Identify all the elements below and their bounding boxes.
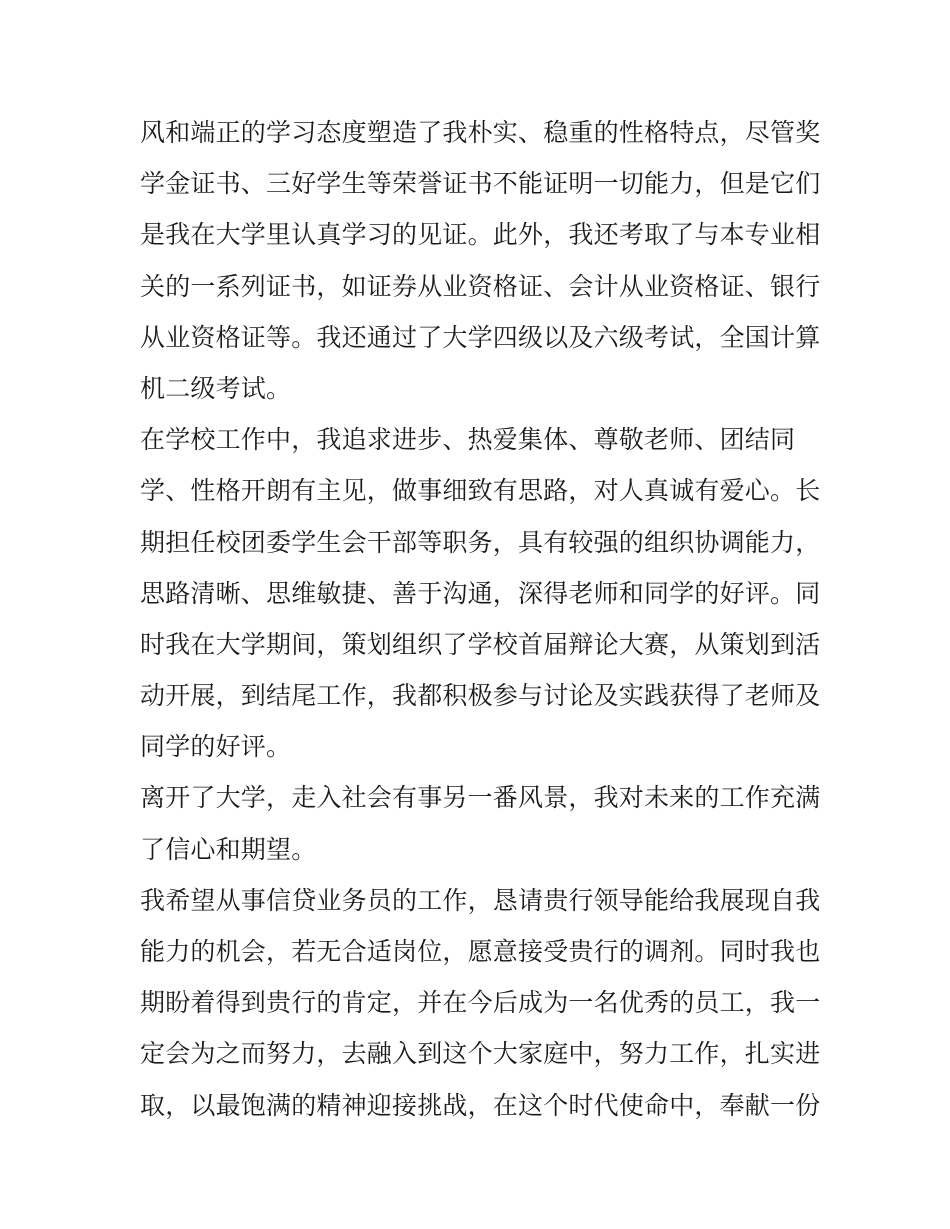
text-line: 能力的机会，若无合适岗位，愿意接受贵行的调剂。同时我也 bbox=[140, 937, 821, 966]
text-line: 同学的好评。 bbox=[140, 732, 292, 762]
text-line: 学、性格开朗有主见，做事细致有思路，对人真诚有爱心。长 bbox=[140, 476, 821, 506]
text-line: 在学校工作中，我追求进步、热爱集体、尊敬老师、团结同 bbox=[140, 425, 796, 455]
paragraph-3 bbox=[140, 772, 820, 874]
text-line: 风和端正的学习态度塑造了我朴实、稳重的性格特点，尽管奖 bbox=[140, 118, 821, 147]
text-line: 时我在大学期间，策划组织了学校首届辩论大赛，从策划到活 bbox=[140, 629, 821, 659]
text-line: 关的一系列证书，如证券从业资格证、会计从业资格证、银行 bbox=[140, 271, 821, 301]
text-line: 思路清晰、思维敏捷、善于沟通，深得老师和同学的好评。同 bbox=[140, 578, 821, 608]
text-line: 了信心和期望。 bbox=[140, 834, 317, 864]
paragraph-4 bbox=[140, 875, 820, 1131]
text-line: 定会为之而努力，去融入到这个大家庭中，努力工作，扎实进 bbox=[140, 1039, 821, 1069]
document-body bbox=[140, 107, 820, 1131]
text-line: 机二级考试。 bbox=[140, 373, 292, 403]
text-line: 是我在大学里认真学习的见证。此外，我还考取了与本专业相 bbox=[140, 220, 821, 250]
paragraph-2 bbox=[140, 414, 820, 772]
text-line: 离开了大学，走入社会有事另一番风景，我对未来的工作充满 bbox=[140, 783, 821, 813]
text-line: 从业资格证等。我还通过了大学四级以及六级考试，全国计算 bbox=[140, 322, 821, 352]
paragraph-1 bbox=[140, 107, 820, 414]
text-line: 取，以最饱满的精神迎接挑战，在这个时代使命中，奉献一份 bbox=[140, 1090, 821, 1120]
text-line: 学金证书、三好学生等荣誉证书不能证明一切能力，但是它们 bbox=[140, 169, 821, 199]
text-line: 期担任校团委学生会干部等职务，具有较强的组织协调能力， bbox=[140, 527, 821, 557]
text-line: 期盼着得到贵行的肯定，并在今后成为一名优秀的员工，我一 bbox=[140, 988, 821, 1018]
text-line: 我希望从事信贷业务员的工作，恳请贵行领导能给我展现自我 bbox=[140, 885, 821, 915]
text-line: 动开展，到结尾工作，我都积极参与讨论及实践获得了老师及 bbox=[140, 681, 821, 711]
